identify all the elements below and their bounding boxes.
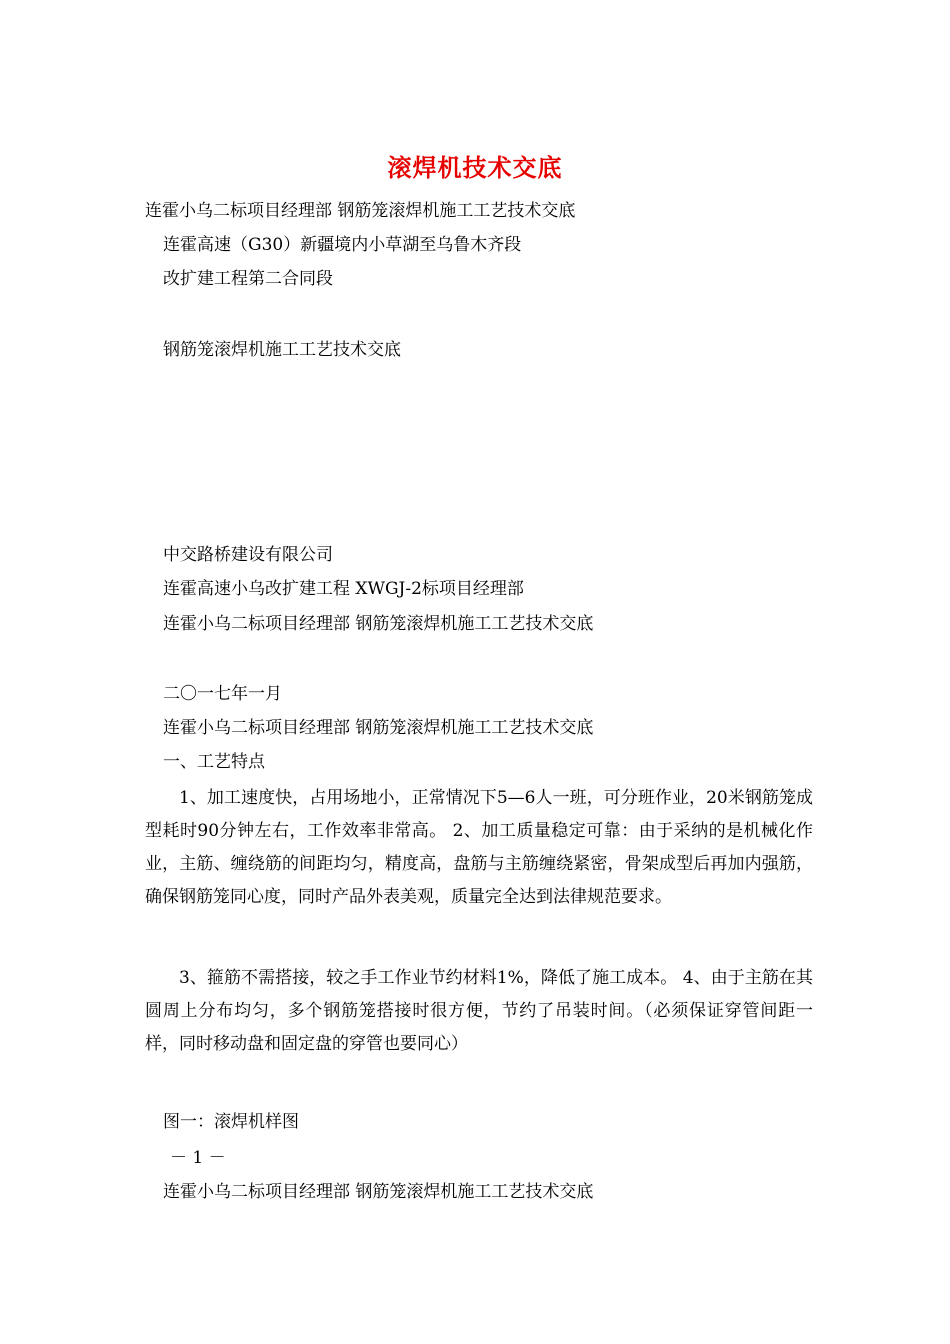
cover-header-repeat: 连霍小乌二标项目经理部 钢筋笼滚焊机施工工艺技术交底 <box>163 614 594 634</box>
section-heading: 一、工艺特点 <box>163 752 265 772</box>
figure-caption: 图一：滚焊机样图 <box>163 1112 299 1132</box>
paragraph-2 <box>145 962 813 1061</box>
paragraph-1 <box>145 782 813 914</box>
running-header: 连霍小乌二标项目经理部 钢筋笼滚焊机施工工艺技术交底 <box>163 718 594 738</box>
department-name: 连霍高速小乌改扩建工程 XWGJ-2标项目经理部 <box>163 579 524 599</box>
project-line-2: 改扩建工程第二合同段 <box>163 269 333 289</box>
company-name: 中交路桥建设有限公司 <box>163 545 333 565</box>
header-line: 连霍小乌二标项目经理部 钢筋笼滚焊机施工工艺技术交底 <box>145 201 576 221</box>
cover-doc-name: 钢筋笼滚焊机施工工艺技术交底 <box>163 340 401 360</box>
document-title: 滚焊机技术交底 <box>387 153 563 182</box>
paragraph-2-text: 3、箍筋不需搭接，较之手工作业节约材料1%，降低了施工成本。 4、由于主筋在其圆周上分布均匀，多个钢筋笼搭接时很方便，节约了吊装时间。（必须保证穿管间距一样，同时移动盘和固定盘的穿管也要同心） <box>145 968 813 1054</box>
paragraph-1-text: 1、加工速度快，占用场地小，正常情况下5—6人一班，可分班作业，20米钢筋笼成型耗时90分钟左右，工作效率非常高。 2、加工质量稳定可靠：由于采纳的是机械化作业，主筋、缠绕筋的间距均匀，精度高，盘筋与主筋缠绕紧密，骨架成型后再加内强筋，确保钢筋笼同心度，同时产品外表美观，质量完全达到法律规范要求。 <box>145 788 813 907</box>
cover-date: 二〇一七年一月 <box>163 684 282 704</box>
page-number: － 1 － <box>170 1148 226 1168</box>
footer-header: 连霍小乌二标项目经理部 钢筋笼滚焊机施工工艺技术交底 <box>163 1182 594 1202</box>
project-line-1: 连霍高速（G30）新疆境内小草湖至乌鲁木齐段 <box>163 235 522 255</box>
